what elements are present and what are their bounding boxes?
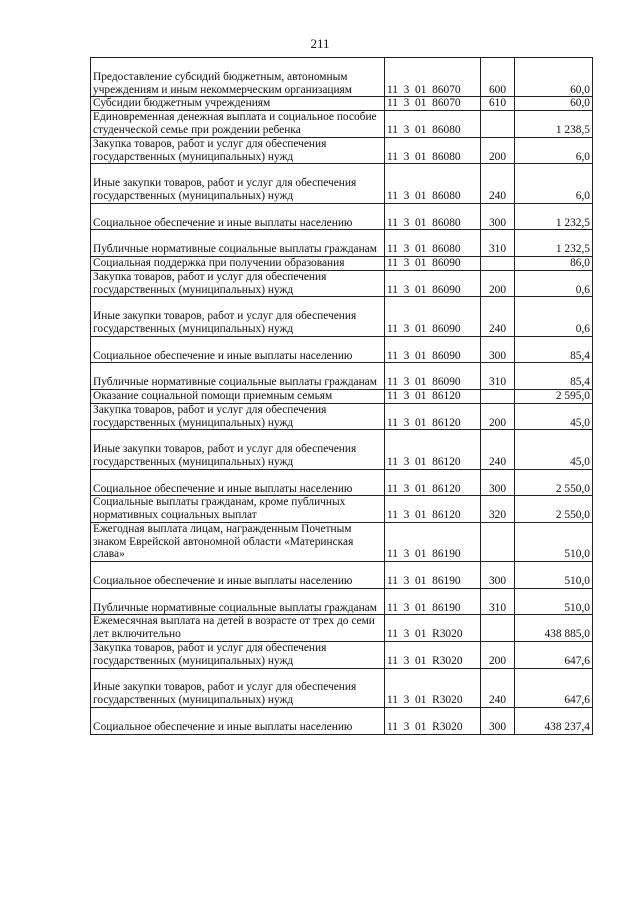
table-row bbox=[91, 496, 593, 523]
table-row bbox=[91, 389, 593, 403]
row-code: 11 3 01 R3020 bbox=[385, 708, 481, 735]
row-type bbox=[481, 111, 515, 138]
row-type: 300 bbox=[481, 562, 515, 589]
table-row bbox=[91, 522, 593, 561]
row-type: 610 bbox=[481, 97, 515, 111]
row-amount: 1 232,5 bbox=[515, 230, 593, 257]
row-type: 200 bbox=[481, 642, 515, 669]
row-amount: 85,4 bbox=[515, 336, 593, 363]
row-code: 11 3 01 86090 bbox=[385, 270, 481, 297]
row-code: 11 3 01 86120 bbox=[385, 389, 481, 403]
row-name: Социальные выплаты гражданам, кроме публичных нормативных социальных выплат bbox=[91, 496, 385, 523]
table-row bbox=[91, 270, 593, 297]
page-number: 211 bbox=[310, 36, 330, 51]
row-type: 310 bbox=[481, 363, 515, 390]
row-code: 11 3 01 86190 bbox=[385, 522, 481, 561]
row-amount: 85,4 bbox=[515, 363, 593, 390]
table-row bbox=[91, 363, 593, 390]
row-name: Социальная поддержка при получении образования bbox=[91, 256, 385, 270]
row-name: Социальное обеспечение и иные выплаты населению bbox=[91, 562, 385, 589]
row-name: Ежегодная выплата лицам, награжденным Почетным знаком Еврейской автономной области «Материнская слава» bbox=[91, 522, 385, 561]
table-row bbox=[91, 562, 593, 589]
row-type: 310 bbox=[481, 230, 515, 257]
row-name: Социальное обеспечение и иные выплаты населению bbox=[91, 469, 385, 496]
row-name: Социальное обеспечение и иные выплаты населению bbox=[91, 336, 385, 363]
row-code: 11 3 01 86070 bbox=[385, 58, 481, 97]
row-name: Предоставление субсидий бюджетным, автономным учреждениям и иным некоммерческим организациям bbox=[91, 58, 385, 97]
row-type: 320 bbox=[481, 496, 515, 523]
row-amount: 510,0 bbox=[515, 522, 593, 561]
table-row bbox=[91, 203, 593, 230]
row-code: 11 3 01 86190 bbox=[385, 588, 481, 615]
table-row bbox=[91, 111, 593, 138]
row-code: 11 3 01 86090 bbox=[385, 336, 481, 363]
row-type: 300 bbox=[481, 708, 515, 735]
row-name: Иные закупки товаров, работ и услуг для обеспечения государственных (муниципальных) нужд bbox=[91, 668, 385, 707]
row-type: 600 bbox=[481, 58, 515, 97]
row-code: 11 3 01 86120 bbox=[385, 403, 481, 430]
row-type: 200 bbox=[481, 270, 515, 297]
row-name: Иные закупки товаров, работ и услуг для обеспечения государственных (муниципальных) нужд bbox=[91, 430, 385, 469]
row-code: 11 3 01 86090 bbox=[385, 363, 481, 390]
row-type bbox=[481, 522, 515, 561]
table-body bbox=[91, 58, 593, 735]
table-row bbox=[91, 164, 593, 203]
row-name: Социальное обеспечение и иные выплаты населению bbox=[91, 708, 385, 735]
row-code: 11 3 01 86080 bbox=[385, 111, 481, 138]
table-row bbox=[91, 588, 593, 615]
table-row bbox=[91, 297, 593, 336]
row-name: Публичные нормативные социальные выплаты гражданам bbox=[91, 230, 385, 257]
row-name: Социальное обеспечение и иные выплаты населению bbox=[91, 203, 385, 230]
row-type bbox=[481, 256, 515, 270]
row-type bbox=[481, 615, 515, 642]
row-amount: 647,6 bbox=[515, 642, 593, 669]
table-row bbox=[91, 708, 593, 735]
row-code: 11 3 01 86090 bbox=[385, 297, 481, 336]
table-row bbox=[91, 403, 593, 430]
row-name: Оказание социальной помощи приемным семьям bbox=[91, 389, 385, 403]
table-row bbox=[91, 256, 593, 270]
row-name: Иные закупки товаров, работ и услуг для обеспечения государственных (муниципальных) нужд bbox=[91, 164, 385, 203]
row-name: Публичные нормативные социальные выплаты гражданам bbox=[91, 588, 385, 615]
row-code: 11 3 01 R3020 bbox=[385, 668, 481, 707]
row-code: 11 3 01 86190 bbox=[385, 562, 481, 589]
row-code: 11 3 01 86120 bbox=[385, 469, 481, 496]
row-type: 300 bbox=[481, 469, 515, 496]
row-type: 240 bbox=[481, 430, 515, 469]
row-amount: 6,0 bbox=[515, 137, 593, 164]
row-amount: 510,0 bbox=[515, 588, 593, 615]
row-type bbox=[481, 389, 515, 403]
row-code: 11 3 01 R3020 bbox=[385, 642, 481, 669]
table-row bbox=[91, 668, 593, 707]
row-amount: 2 550,0 bbox=[515, 469, 593, 496]
row-name: Иные закупки товаров, работ и услуг для обеспечения государственных (муниципальных) нужд bbox=[91, 297, 385, 336]
row-amount: 45,0 bbox=[515, 403, 593, 430]
row-amount: 510,0 bbox=[515, 562, 593, 589]
row-amount: 2 595,0 bbox=[515, 389, 593, 403]
budget-table bbox=[90, 57, 593, 735]
row-name: Закупка товаров, работ и услуг для обеспечения государственных (муниципальных) нужд bbox=[91, 270, 385, 297]
table-row bbox=[91, 58, 593, 97]
row-amount: 0,6 bbox=[515, 297, 593, 336]
table-row bbox=[91, 469, 593, 496]
row-name: Закупка товаров, работ и услуг для обеспечения государственных (муниципальных) нужд bbox=[91, 642, 385, 669]
row-code: 11 3 01 86070 bbox=[385, 97, 481, 111]
row-type: 240 bbox=[481, 297, 515, 336]
row-code: 11 3 01 86080 bbox=[385, 230, 481, 257]
row-type: 300 bbox=[481, 336, 515, 363]
row-type: 200 bbox=[481, 403, 515, 430]
table-row bbox=[91, 615, 593, 642]
row-amount: 1 232,5 bbox=[515, 203, 593, 230]
row-code: 11 3 01 86080 bbox=[385, 203, 481, 230]
row-type: 310 bbox=[481, 588, 515, 615]
row-name: Публичные нормативные социальные выплаты гражданам bbox=[91, 363, 385, 390]
row-name: Ежемесячная выплата на детей в возрасте от трех до семи лет включительно bbox=[91, 615, 385, 642]
table-row bbox=[91, 137, 593, 164]
table-row bbox=[91, 230, 593, 257]
row-code: 11 3 01 R3020 bbox=[385, 615, 481, 642]
row-amount: 2 550,0 bbox=[515, 496, 593, 523]
row-code: 11 3 01 86090 bbox=[385, 256, 481, 270]
row-type: 240 bbox=[481, 164, 515, 203]
row-type: 240 bbox=[481, 668, 515, 707]
row-amount: 60,0 bbox=[515, 58, 593, 97]
row-type: 300 bbox=[481, 203, 515, 230]
row-type: 200 bbox=[481, 137, 515, 164]
row-code: 11 3 01 86080 bbox=[385, 164, 481, 203]
row-name: Закупка товаров, работ и услуг для обеспечения государственных (муниципальных) нужд bbox=[91, 403, 385, 430]
row-name: Субсидии бюджетным учреждениям bbox=[91, 97, 385, 111]
row-amount: 86,0 bbox=[515, 256, 593, 270]
table-row bbox=[91, 430, 593, 469]
row-name: Единовременная денежная выплата и социальное пособие студенческой семье при рождении ребенка bbox=[91, 111, 385, 138]
row-amount: 60,0 bbox=[515, 97, 593, 111]
row-amount: 438 237,4 bbox=[515, 708, 593, 735]
row-amount: 1 238,5 bbox=[515, 111, 593, 138]
table-row bbox=[91, 642, 593, 669]
row-amount: 6,0 bbox=[515, 164, 593, 203]
row-code: 11 3 01 86120 bbox=[385, 430, 481, 469]
row-amount: 0,6 bbox=[515, 270, 593, 297]
table-row bbox=[91, 336, 593, 363]
table-row bbox=[91, 97, 593, 111]
row-amount: 45,0 bbox=[515, 430, 593, 469]
row-code: 11 3 01 86120 bbox=[385, 496, 481, 523]
row-name: Закупка товаров, работ и услуг для обеспечения государственных (муниципальных) нужд bbox=[91, 137, 385, 164]
row-amount: 647,6 bbox=[515, 668, 593, 707]
row-amount: 438 885,0 bbox=[515, 615, 593, 642]
row-code: 11 3 01 86080 bbox=[385, 137, 481, 164]
